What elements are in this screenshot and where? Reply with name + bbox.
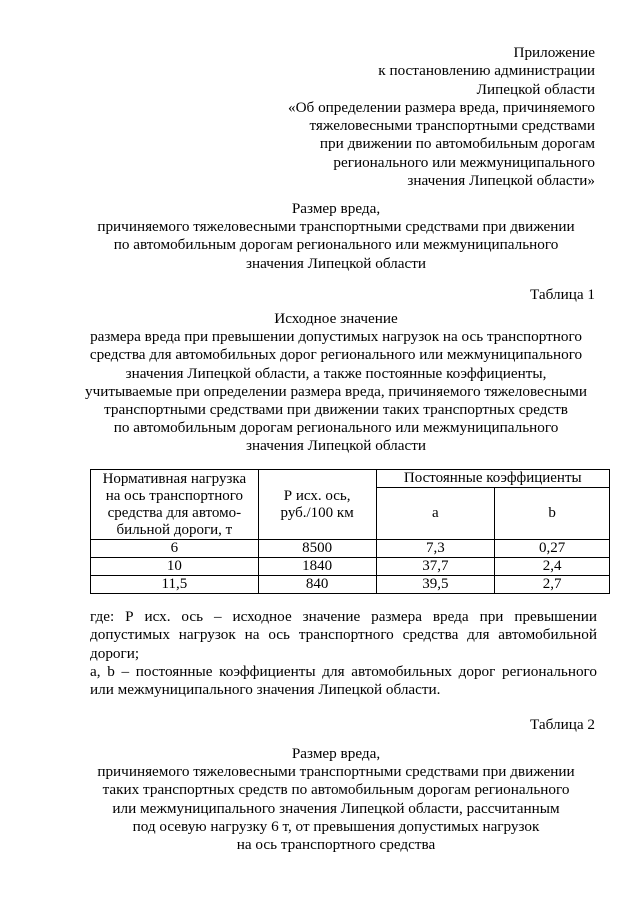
table2-title-line: под осевую нагрузку 6 т, от превышения допустимых нагрузок: [132, 817, 540, 835]
cell-p: 8500: [258, 540, 376, 558]
table1-title-line: по автомобильным дорогам регионального или межмуниципального: [113, 419, 559, 437]
cell-b: 2,7: [495, 576, 610, 594]
footnote: [90, 608, 597, 699]
cell-load: 10: [91, 558, 259, 576]
appendix-line: регионального или межмуниципального: [333, 153, 595, 171]
cell-p: 840: [258, 576, 376, 594]
document-title: [80, 200, 592, 273]
table2-title-line: Размер вреда,: [291, 745, 381, 762]
title-line: причиняемого тяжеловесными транспортными средствами при движении: [97, 218, 575, 236]
table1-title-line: средства для автомобильных дорог регионального или межмуниципального: [89, 346, 583, 364]
cell-p: 1840: [258, 558, 376, 576]
cell-b: 2,4: [495, 558, 610, 576]
cell-a: 37,7: [376, 558, 495, 576]
table2-title-line: причиняемого тяжеловесными транспортными средствами при движении: [97, 763, 575, 781]
table2-title-line: таких транспортных средств по автомобильным дорогам регионального: [102, 781, 570, 799]
header-a: a: [376, 488, 495, 540]
table2-title-line: на ось транспортного средства: [236, 836, 436, 854]
table-row: [91, 540, 610, 558]
table1: [90, 469, 610, 594]
table1-label: Таблица 1: [530, 286, 595, 303]
table1-title-line: Исходное значение: [274, 310, 398, 327]
appendix-line: при движении по автомобильным дорогам: [319, 135, 595, 153]
table-row: [91, 576, 610, 594]
appendix-line: значения Липецкой области»: [407, 172, 595, 190]
cell-a: 39,5: [376, 576, 495, 594]
appendix-line: Приложение: [513, 44, 595, 61]
appendix-line: Липецкой области: [476, 80, 595, 98]
title-line: значения Липецкой области: [246, 254, 426, 272]
cell-load: 6: [91, 540, 259, 558]
footnote-p-definition: где: Р исх. ось – исходное значение размера вреда при превышении допустимых нагрузок на ось транспортного средства для автомобильной дороги;: [90, 608, 597, 662]
table2-title-line: или межмуниципального значения Липецкой области, рассчитанным: [112, 799, 560, 817]
footnote-ab-definition: a, b – постоянные коэффициенты для автомобильных дорог регионального или межмуниципального значения Липецкой области.: [90, 662, 597, 699]
table1-title-line: размера вреда при превышении допустимых нагрузок на ось транспортного: [90, 328, 582, 346]
table2-title: [80, 745, 592, 854]
appendix-header: [235, 44, 595, 190]
cell-load: 11,5: [91, 576, 259, 594]
table1-title-line: значения Липецкой области, а также постоянные коэффициенты,: [125, 364, 547, 382]
appendix-line: «Об определении размера вреда, причиняемого: [288, 98, 595, 116]
table1-title-line: учитываемые при определении размера вреда, причиняемого тяжеловесными: [84, 382, 587, 400]
header-p-base: Р исх. ось, руб./100 км: [258, 470, 376, 540]
appendix-line: к постановлению администрации: [378, 62, 595, 80]
table1-title: [80, 310, 592, 456]
title-line: Размер вреда,: [291, 200, 381, 217]
appendix-line: тяжеловесными транспортными средствами: [309, 117, 595, 135]
cell-b: 0,27: [495, 540, 610, 558]
cell-a: 7,3: [376, 540, 495, 558]
table1-title-line: транспортными средствами при движении таких транспортных средств: [104, 401, 568, 419]
table-row: [91, 558, 610, 576]
title-line: по автомобильным дорогам регионального или межмуниципального: [113, 236, 559, 254]
header-normative-load: Нормативная нагрузка на ось транспортного средства для автомо- бильной дороги, т: [91, 470, 259, 540]
header-b: b: [495, 488, 610, 540]
table2-label: Таблица 2: [530, 716, 595, 733]
header-coefficients: Постоянные коэффициенты: [376, 470, 610, 488]
table1-title-line: значения Липецкой области: [246, 437, 426, 455]
